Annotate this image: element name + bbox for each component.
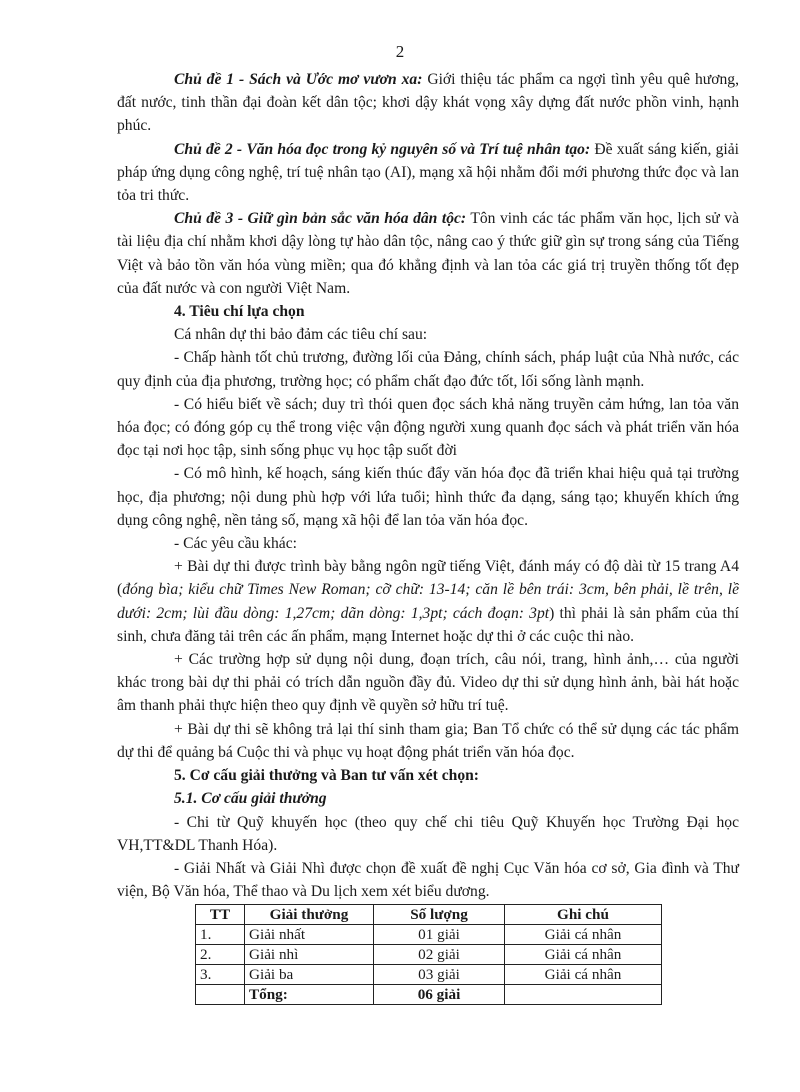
criterion-1: - Chấp hành tốt chủ trương, đường lối của Đảng, chính sách, pháp luật của Nhà nước, các quy định của địa phương, trường học; có phẩm chất đạo đức tốt, lối sống lành mạnh.	[117, 349, 739, 390]
total-label: Tổng:	[245, 985, 374, 1005]
requirement-1-end: ) thì phải là sản phẩm của thí sinh, chưa đăng tải trên các ấn phẩm, mạng Internet hoặc dự thi ở các cuộc thi nào.	[117, 604, 739, 645]
criterion-3: - Có mô hình, kế hoạch, sáng kiến thúc đẩy văn hóa đọc đã triển khai hiệu quả tại trường học, địa phương; nội dung phù hợp với lứa tuổi; hình thức đa dạng, sáng tạo; khuyến khích ứng dụng công nghệ, nền tảng số, mạng xã hội để lan tỏa văn hóa đọc.	[117, 465, 739, 529]
cell-quantity: 01 giải	[374, 925, 505, 945]
requirement-1	[117, 555, 739, 648]
cell-quantity: 03 giải	[374, 965, 505, 985]
cell-prize: Giải ba	[245, 965, 374, 985]
other-requirements-label: - Các yêu cầu khác:	[174, 535, 297, 553]
table-total-row	[196, 985, 662, 1005]
section-5-heading: 5. Cơ cấu giải thưởng và Ban tư vấn xét chọn:	[174, 767, 479, 785]
cell-tt: 2.	[196, 945, 245, 965]
cell-tt: 1.	[196, 925, 245, 945]
section-4-intro: Cá nhân dự thi bảo đảm các tiêu chí sau:	[174, 326, 428, 344]
header-tt: TT	[196, 905, 245, 925]
table-row	[196, 965, 662, 985]
prize-table-header-row	[196, 905, 662, 925]
table-row	[196, 925, 662, 945]
topic-1-text: Giới thiệu tác phẩm ca ngợi tình yêu quê hương, đất nước, tinh thần đại đoàn kết dân tộc; khơi dậy khát vọng xây dựng đất nước phồn vinh, hạnh phúc.	[117, 71, 739, 135]
topic-1-paragraph	[117, 68, 739, 138]
topic-3-label: Chủ đề 3 - Giữ gìn bản sắc văn hóa dân tộc:	[174, 210, 467, 228]
cell-note: Giải cá nhân	[505, 945, 662, 965]
cell-note: Giải cá nhân	[505, 965, 662, 985]
topic-2-text: Đề xuất sáng kiến, giải pháp ứng dụng công nghệ, trí tuệ nhân tạo (AI), mạng xã hội nhằm đổi mới phương thức đọc và lan tỏa tri thức.	[117, 140, 739, 205]
commendation-note: - Giải Nhất và Giải Nhì được chọn đề xuất đề nghị Cục Văn hóa cơ sở, Gia đình và Thư viện, Bộ Văn hóa, Thể thao và Du lịch xem xét biểu dương.	[117, 859, 739, 901]
topic-3-text: Tôn vinh các tác phẩm văn học, lịch sử và tài liệu địa chí nhằm khơi dậy lòng tự hào dân tộc, nâng cao ý thức giữ gìn sự trong sáng của Tiếng Việt và bảo tồn văn hóa vùng miền; qua đó khẳng định và lan tỏa các giá trị truyền thống tốt đẹp của đất nước và con người Việt Nam.	[117, 210, 740, 297]
cell-prize: Giải nhì	[245, 945, 374, 965]
requirement-1-format-spec: đóng bìa; kiểu chữ Times New Roman; cỡ chữ: 13-14; căn lề bên trái: 3cm, bên phải, lề trên, lề dưới: 2cm; lùi đầu dòng: 1,27cm; dãn dòng: 1,3pt; cách đoạn: 3pt	[117, 581, 739, 622]
topic-1-label: Chủ đề 1 - Sách và Ước mơ vươn xa:	[174, 71, 423, 88]
cell-note: Giải cá nhân	[505, 925, 662, 945]
page-number: 2	[395, 42, 405, 61]
header-quantity: Số lượng	[374, 905, 505, 925]
section-4-heading: 4. Tiêu chí lựa chọn	[174, 303, 305, 321]
topic-2-paragraph	[117, 138, 739, 208]
prize-table	[195, 904, 662, 1005]
requirement-2: + Các trường hợp sử dụng nội dung, đoạn trích, câu nói, trang, hình ảnh,… của người khác trong bài dự thi phải có trích dẫn nguồn đầy đủ. Video dự thi sử dụng hình ảnh, bài hát hoặc âm thanh phải thực hiện theo quy định về quyền sở hữu trí tuệ.	[117, 651, 739, 715]
header-note: Ghi chú	[505, 905, 662, 925]
criterion-2: - Có hiểu biết về sách; duy trì thói quen đọc sách khả năng truyền cảm hứng, lan tỏa văn hóa đọc; có đóng góp cụ thể trong việc vận động người xung quanh đọc sách và phát triển văn hóa đọc tại nơi học tập, sinh sống phục vụ học tập suốt đời	[117, 395, 739, 460]
cell-quantity: 02 giải	[374, 945, 505, 965]
cell-note-empty	[505, 985, 662, 1005]
topic-3-paragraph	[117, 207, 739, 300]
cell-tt-empty	[196, 985, 245, 1005]
header-prize: Giải thưởng	[245, 905, 374, 925]
table-row	[196, 945, 662, 965]
document-body	[117, 68, 739, 1005]
total-value: 06 giải	[374, 985, 505, 1005]
funding-source: - Chi từ Quỹ khuyến học (theo quy chế chi tiêu Quỹ Khuyến học Trường Đại học VH,TT&DL Thanh Hóa).	[117, 813, 739, 854]
section-5-1-heading: 5.1. Cơ cấu giải thưởng	[174, 790, 327, 808]
requirement-1-start: + Bài dự thi được trình bày bằng ngôn ngữ tiếng Việt, đánh máy có độ dài từ 15 trang A4 (	[117, 558, 739, 599]
requirement-3: + Bài dự thi sẽ không trả lại thí sinh tham gia; Ban Tổ chức có thể sử dụng các tác phẩm dự thi để quảng bá Cuộc thi và phục vụ hoạt động phát triển văn hóa đọc.	[117, 720, 739, 761]
cell-tt: 3.	[196, 965, 245, 985]
topic-2-label: Chủ đề 2 - Văn hóa đọc trong kỷ nguyên số và Trí tuệ nhân tạo:	[174, 140, 591, 158]
cell-prize: Giải nhất	[245, 925, 374, 945]
